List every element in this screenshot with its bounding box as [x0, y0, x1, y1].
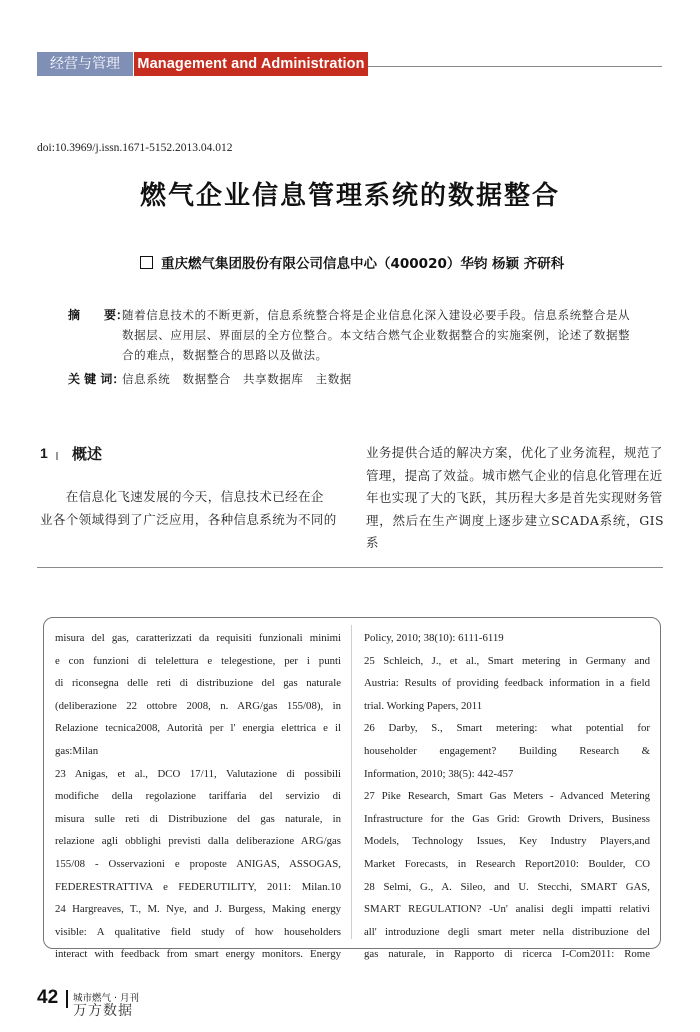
section-separator	[37, 567, 663, 568]
abstract-line: 合的难点，数据整合的思路以及做法。	[122, 348, 328, 362]
watermark: 万方数据	[73, 1003, 133, 1019]
reference-line: FEDERESTRATTIVA e FEDERUTILITY, 2011: Milan.10	[55, 880, 341, 893]
reference-line: Relazione tecnica2008, Autorità per l' energia elettrica e il	[55, 722, 341, 735]
references-left-column	[55, 627, 341, 966]
reference-line: gas:Milan	[55, 744, 99, 757]
reference-line: di riconsegna delle reti di distribuzione del gas naturale	[55, 677, 341, 690]
reference-line: e con funzioni di telelettura e telegestione, per i punti	[55, 654, 341, 667]
page-number: 42	[37, 987, 59, 1008]
reference-line: 25 Schleich, J., et al., Smart metering in Germany and	[364, 654, 650, 667]
abstract-line: 数据层、应用层、界面层的全方位整合。本文结合燃气企业数据整合的实施案例，论述了数据整	[122, 328, 631, 342]
body-line: 年也实现了大的飞跃，其历程大多是首先实现财务管	[366, 490, 663, 505]
reference-line: Market Forecasts, in Research Report2010: Boulder, CO	[364, 857, 650, 870]
reference-line: misura del gas, caratterizzati da requisiti funzionali minimi	[55, 632, 341, 644]
reference-line: gas naturale, in Rapporto di ricerca I-Com2011: Rome	[364, 948, 650, 961]
reference-line: trial. Working Papers, 2011	[364, 699, 483, 712]
reference-line: 24 Hargreaves, T., M. Nye, and J. Burgess, Making energy	[55, 903, 341, 916]
reference-line: 23 Anigas, et al., DCO 17/11, Valutazione di possibili	[55, 767, 341, 780]
references-column-divider	[351, 625, 352, 939]
header-rule	[368, 66, 662, 67]
body-line: 业各个领域得到了广泛应用，各种信息系统为不同的	[40, 511, 337, 527]
reference-line: Models, Technology Issues, Key Industry Players,and	[364, 835, 650, 848]
section-label-en: Management and Administration	[134, 52, 368, 76]
authors-line	[140, 252, 564, 272]
authors: 重庆燃气集团股份有限公司信息中心（400020）华钧 杨颖 齐研科	[161, 256, 565, 272]
reference-line: 28 Selmi, G., A. Sileo, and U. Stecchi, SMART GAS,	[364, 880, 650, 893]
abstract-line: 随着信息技术的不断更新，信息系统整合将是企业信息化深入建设必要手段。信息系统整合是从	[122, 308, 631, 322]
journal-name: 城市燃气 · 月刊	[73, 993, 140, 1004]
doi: doi:10.3969/j.issn.1671-5152.2013.04.012	[37, 142, 233, 154]
reference-line: Infrastructure for the Gas Grid: Growth Drivers, Business	[364, 812, 650, 825]
paper-title: 燃气企业信息管理系统的数据整合	[139, 181, 560, 211]
reference-line: relazione agli obblighi previsti dalla deliberazione ARG/gas	[55, 835, 341, 848]
reference-line: misura sulle reti di Distribuzione del gas naturale, in	[55, 812, 341, 825]
reference-line: Policy, 2010; 38(10): 6111-6119	[364, 632, 504, 644]
reference-line: all' introduzione degli smart meter nella distribuzione del	[364, 925, 650, 938]
references-right-column	[364, 627, 650, 966]
abstract-label: 摘 要：	[68, 308, 129, 322]
reference-line: 155/08 - Osservazioni e proposte ANIGAS, ASSOGAS,	[55, 857, 341, 870]
abstract-text	[122, 305, 662, 365]
reference-line: visible: A qualitative field study of how householders	[55, 925, 341, 938]
reference-line: 27 Pike Research, Smart Gas Meters - Advanced Metering	[364, 790, 650, 803]
reference-line: 26 Darby, S., Smart metering: what potential for	[364, 722, 650, 735]
reference-line: householder engagement? Building Research &	[364, 744, 650, 757]
body-left-column	[40, 486, 340, 531]
keywords-text: 信息系统 数据整合 共享数据库 主数据	[122, 372, 352, 386]
body-line: 理，然后在生产调度上逐步建立SCADA系统，GIS系	[366, 512, 664, 550]
reference-line: modifiche della regolazione tariffaria del servizio di	[55, 790, 341, 803]
body-line: 管理，提高了效益。城市燃气企业的信息化管理在近	[366, 467, 663, 483]
footer-divider	[66, 990, 68, 1008]
section-title: 概述	[72, 445, 103, 463]
keywords-label: 关 键 词：	[68, 372, 125, 386]
body-right-column	[366, 442, 664, 555]
reference-line: Information, 2010; 38(5): 442-457	[364, 767, 514, 780]
body-line: 在信息化飞速发展的今天，信息技术已经在企	[40, 489, 324, 504]
reference-line: interact with feedback from smart energy monitors. Energy	[55, 948, 341, 961]
reference-line: Austria: Results of providing feedback information in a field	[364, 677, 650, 690]
reference-line: (deliberazione 22 ottobre 2008, n. ARG/gas 155/08), in	[55, 699, 341, 712]
reference-line: SMART REGULATION? -Un' analisi degli impatti relativi	[364, 903, 650, 916]
checkbox-square-icon	[140, 256, 153, 269]
section-label-cn: 经营与管理	[37, 52, 133, 76]
section-marker	[56, 452, 58, 460]
section-number: 1	[40, 445, 48, 461]
body-line: 业务提供合适的解决方案，优化了业务流程，规范了	[366, 445, 663, 460]
